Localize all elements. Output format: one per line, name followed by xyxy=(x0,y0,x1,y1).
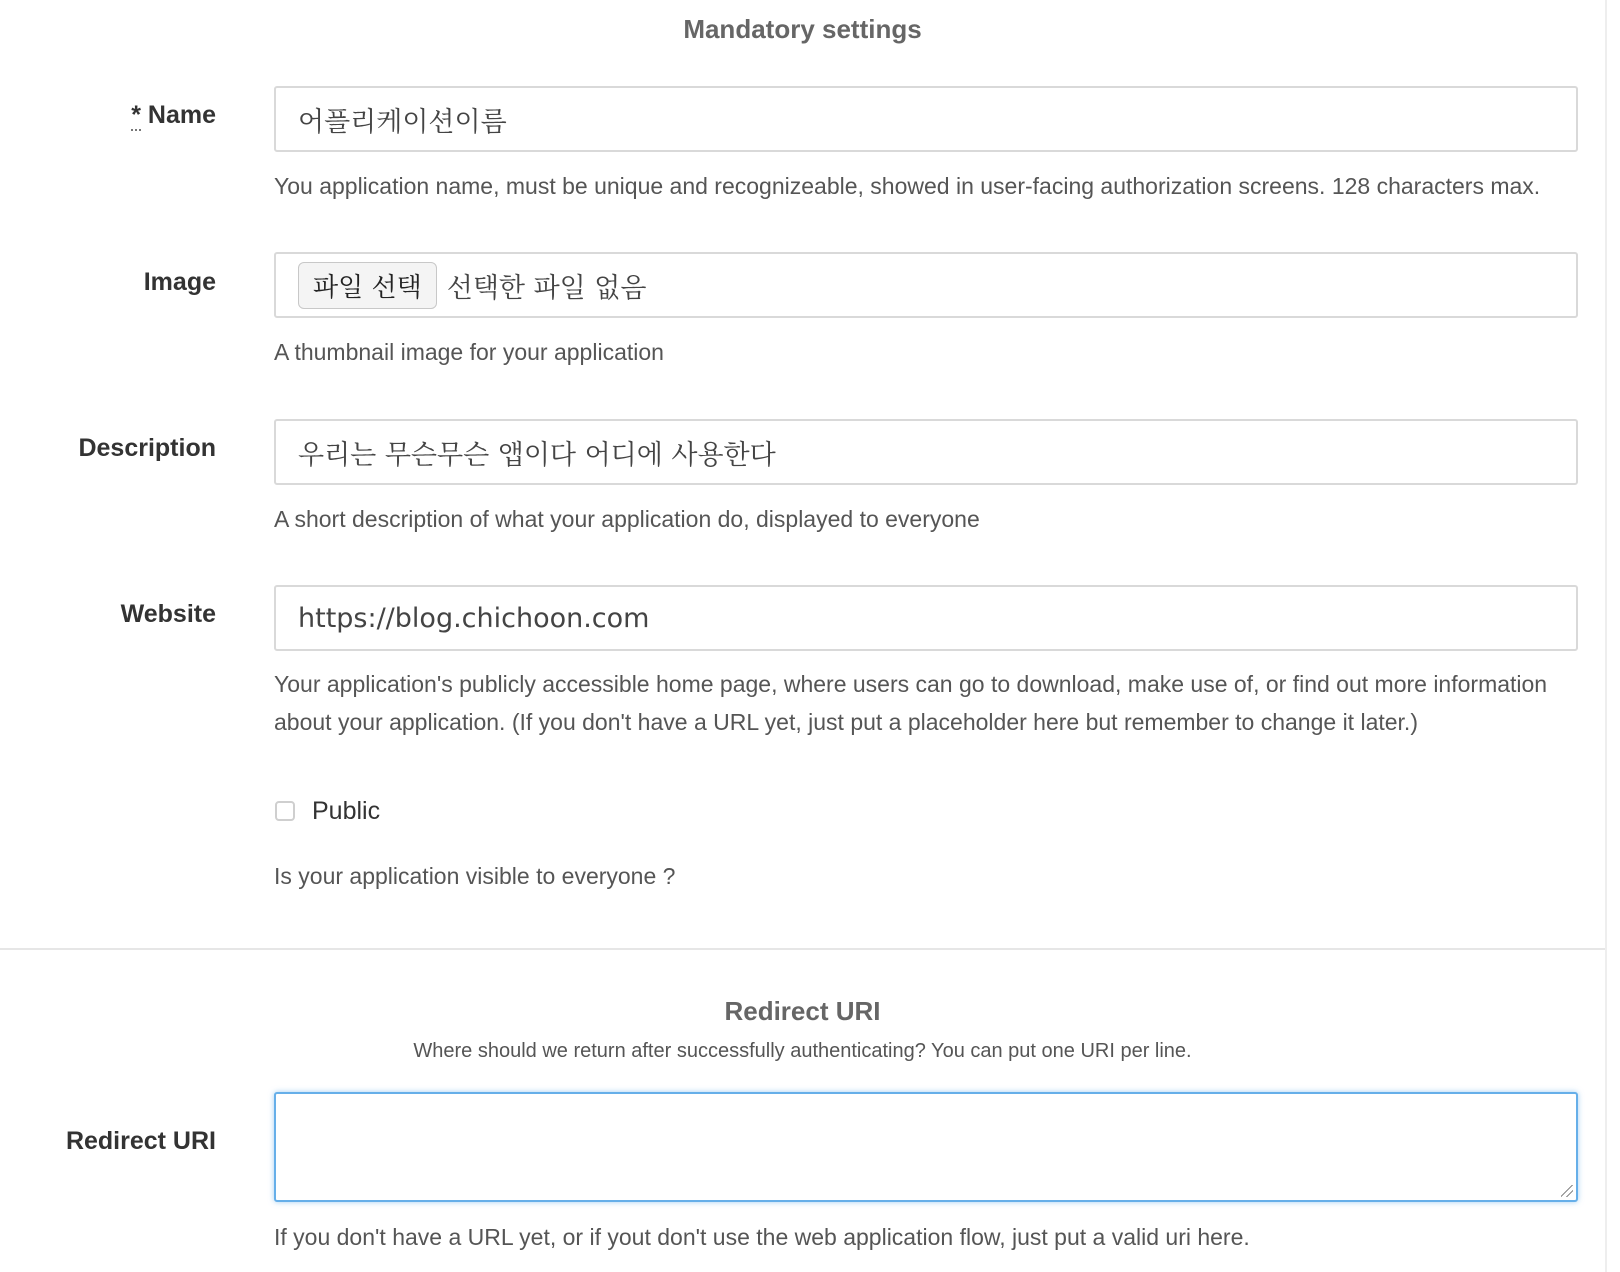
image-help-text: A thumbnail image for your application xyxy=(274,339,664,365)
public-checkbox-label[interactable]: Public xyxy=(312,797,381,825)
website-help-line-1: Your application's publicly accessible home page, where users can go to download, make use of, or find out more information xyxy=(274,671,1548,697)
redirect-uri-section-subtitle: Where should we return after successfully authenticating? You can put one URI per line. xyxy=(413,1040,1192,1062)
redirect-uri-textarea[interactable] xyxy=(274,1092,1578,1202)
section-divider xyxy=(0,948,1605,950)
redirect-uri-help-text: If you don't have a URL yet, or if yout don't use the web application flow, just put a valid uri here. xyxy=(274,1224,1250,1250)
image-file-input[interactable] xyxy=(274,252,1578,318)
description-input[interactable]: 우리는 무슨무슨 앱이다 어디에 사용한다 xyxy=(274,419,1578,485)
mandatory-settings-title: Mandatory settings xyxy=(683,14,922,44)
description-label: Description xyxy=(78,434,216,462)
name-help-text: You application name, must be unique and recognizeable, showed in user-facing authorization screens. 128 characters max. xyxy=(274,173,1541,199)
page-right-border xyxy=(1605,0,1607,1272)
website-label: Website xyxy=(120,600,216,628)
public-help-text: Is your application visible to everyone ? xyxy=(274,863,676,889)
choose-file-button[interactable]: 파일 선택 xyxy=(298,262,437,309)
public-checkbox[interactable] xyxy=(275,801,295,821)
image-label: Image xyxy=(143,268,216,296)
name-input[interactable]: 어플리케이션이름 xyxy=(274,86,1578,152)
description-help-text: A short description of what your application do, displayed to everyone xyxy=(274,506,980,532)
website-help-line-2: about your application. (If you don't have a URL yet, just put a placeholder here but remember to change it later.) xyxy=(274,709,1418,735)
redirect-uri-section-title: Redirect URI xyxy=(724,996,881,1026)
file-status-text: 선택한 파일 없음 xyxy=(446,272,647,304)
resize-grip-icon[interactable] xyxy=(1561,1185,1573,1197)
redirect-uri-label: Redirect URI xyxy=(65,1127,216,1155)
website-input[interactable]: https://blog.chichoon.com xyxy=(274,585,1578,651)
name-label-text: Name xyxy=(147,101,216,129)
name-label xyxy=(0,101,216,130)
required-marker: * xyxy=(131,101,141,129)
